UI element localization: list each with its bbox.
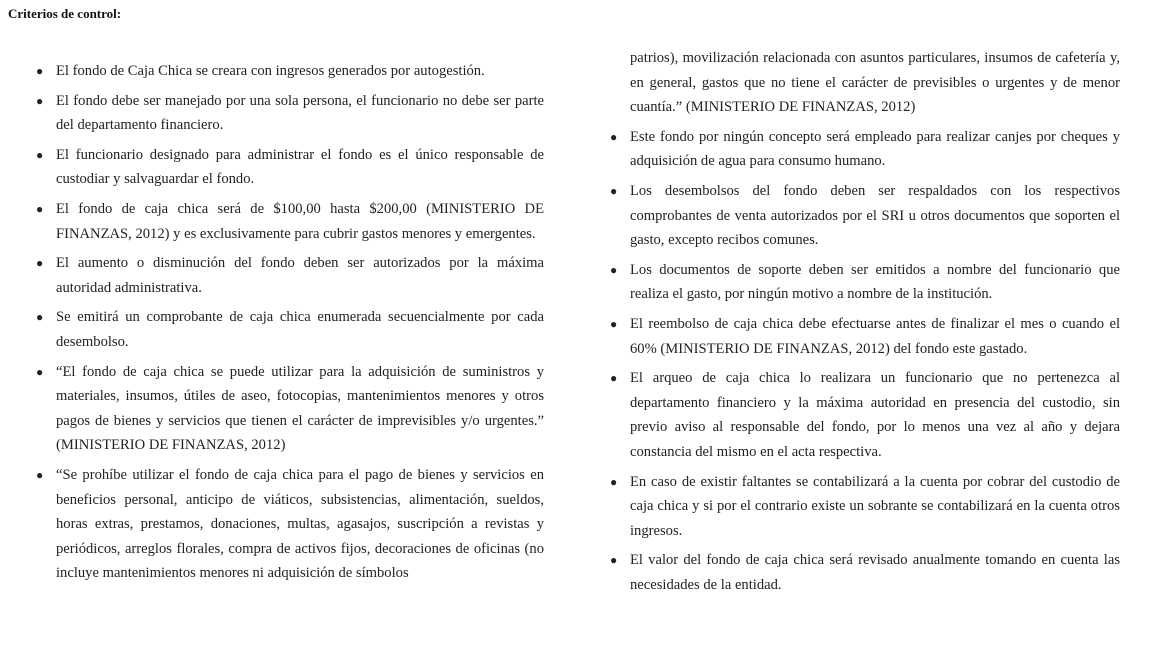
bullet-icon: ● <box>36 93 44 108</box>
bullet-icon: ● <box>610 316 618 331</box>
list-item <box>610 366 1120 464</box>
list-item-text: El fondo de caja chica será de $100,00 hasta $200,00 (MINISTERIO DE FINANZAS, 2012) y es exclusivamente para cubrir gastos menores y emergentes. <box>56 200 544 242</box>
list-item-text: Se emitirá un comprobante de caja chica enumerada secuencialmente por cada desembolso. <box>56 309 544 350</box>
bullet-icon: ● <box>610 474 618 489</box>
bullet-icon: ● <box>36 256 44 271</box>
list-item-text: El fondo de Caja Chica se creara con ingresos generados por autogestión. <box>56 63 485 79</box>
bullet-icon: ● <box>36 147 44 162</box>
list-item-text: El reembolso de caja chica debe efectuarse antes de finalizar el mes o cuando el 60% (MINISTERIO DE FINANZAS, 2012) del fondo este gastado. <box>630 315 1120 357</box>
list-item-text: El funcionario designado para administrar el fondo es el único responsable de custodiar y salvaguardar el fondo. <box>56 146 544 188</box>
bullet-icon: ● <box>610 262 618 277</box>
section-heading: Criterios de control: <box>8 6 122 21</box>
bullet-icon: ● <box>36 310 44 325</box>
list-item <box>610 548 1120 597</box>
list-item <box>610 470 1120 544</box>
list-item <box>610 258 1120 307</box>
bullet-icon: ● <box>36 201 44 216</box>
bullet-icon: ● <box>36 364 44 379</box>
list-item <box>610 179 1120 253</box>
list-item <box>36 143 544 192</box>
list-item <box>36 360 544 458</box>
list-item-text: El aumento o disminución del fondo deben ser autorizados por la máxima autoridad administrativa. <box>56 255 544 296</box>
bullet-icon: ● <box>610 129 618 144</box>
bullet-icon: ● <box>610 183 618 198</box>
list-item-text: El fondo debe ser manejado por una sola persona, el funcionario no debe ser parte del departamento financiero. <box>56 92 544 134</box>
right-column-list <box>610 46 1120 602</box>
list-item <box>36 197 544 246</box>
list-item-text: El arqueo de caja chica lo realizara un funcionario que no pertenezca al departamento financiero y la máxima autoridad en presencia del custodio, sin previo aviso al responsable del fondo, por lo menos una vez al año y dejara constancia del mismo en el acta respectiva. <box>630 370 1120 460</box>
list-item-continuation: patrios), movilización relacionada con asuntos particulares, insumos de cafetería y, en general, gastos que no tiene el carácter de previsibles o urgentes y de menor cuantía.” (MINISTERIO DE FINANZAS, 2012) <box>630 50 1120 116</box>
list-item <box>610 312 1120 361</box>
bullet-icon: ● <box>610 371 618 386</box>
bullet-icon: ● <box>36 467 44 482</box>
bullet-icon: ● <box>36 64 44 78</box>
list-item-text: En caso de existir faltantes se contabilizará a la cuenta por cobrar del custodio de caja chica y si por el contrario existe un sobrante se contabilizará en la cuenta otros ingresos. <box>630 473 1120 539</box>
list-item <box>36 89 544 138</box>
list-item <box>36 305 544 354</box>
bullet-icon: ● <box>610 553 618 568</box>
list-item-text: “Se prohíbe utilizar el fondo de caja chica para el pago de bienes y servicios en beneficios personal, anticipo de viáticos, subsistencias, alimentación, sueldos, horas extras, prestamos, donaciones, multas, agasajos, suscripción a revistas y periódicos, arreglos florales, compra de activos fijos, decoraciones de oficinas (no incluye mantenimientos menores ni adquisición de símbolos <box>56 466 544 582</box>
list-item <box>36 251 544 300</box>
list-item <box>610 125 1120 174</box>
list-item-text: Los documentos de soporte deben ser emitidos a nombre del funcionario que realiza el gasto, por ningún motivo a nombre de la institución. <box>630 261 1120 303</box>
list-item-text: Los desembolsos del fondo deben ser respaldados con los respectivos comprobantes de venta autorizados por el SRI u otros documentos que soporten el gasto, excepto recibos comunes. <box>630 182 1120 249</box>
list-item <box>36 463 544 586</box>
list-item-text: Este fondo por ningún concepto será empleado para realizar canjes por cheques y adquisición de agua para consumo humano. <box>630 128 1120 170</box>
list-item <box>36 59 544 84</box>
list-item-text: “El fondo de caja chica se puede utilizar para la adquisición de suministros y materiales, insumos, útiles de aseo, fotocopias, mantenimientos menores y otros pagos de bienes y servicios que tienen el carácter de imprevisibles y/o urgentes.” (MINISTERIO DE FINANZAS, 2012) <box>56 363 544 454</box>
left-column-list <box>36 59 544 591</box>
list-item-text: El valor del fondo de caja chica será revisado anualmente tomando en cuenta las necesidades de la entidad. <box>630 552 1120 593</box>
